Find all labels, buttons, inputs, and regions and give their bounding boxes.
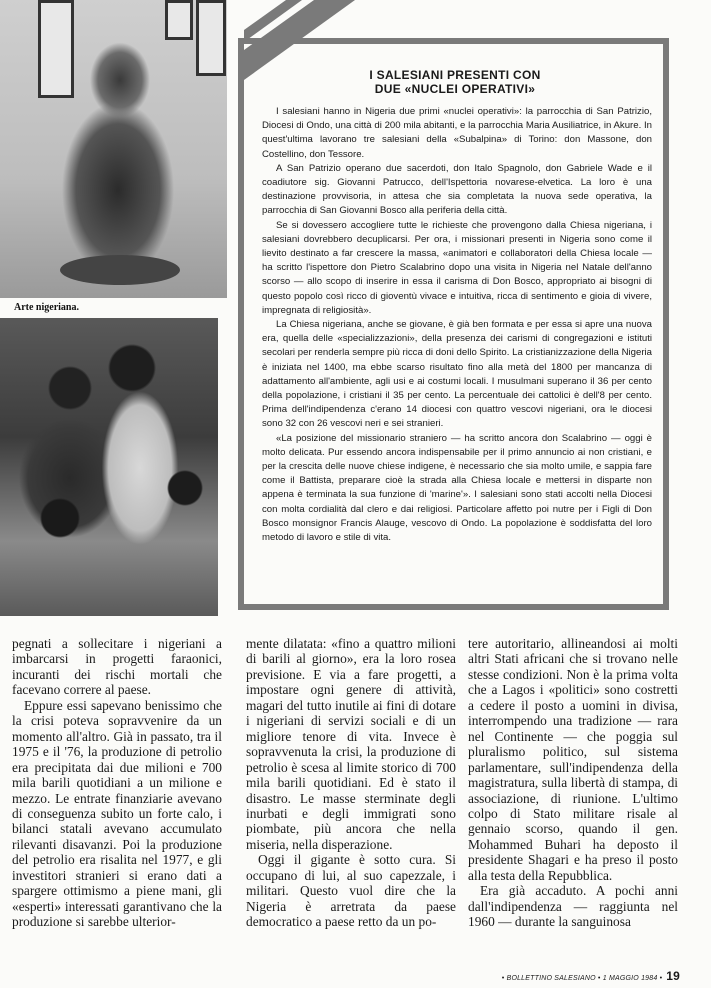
article-paragraph: pegnati a sollecitare i nigeriani a imbarcarsi in progetti faraonici, incuranti dei rischi mortali che facevano correre al paese.	[12, 636, 222, 698]
sidebar-paragraph: I salesiani hanno in Nigeria due primi «nuclei operativi»: la parrocchia di San Patrizio, Diocesi di Ondo, una città di 200 mila abitanti, e la parrocchia Maria Ausiliatrice, in Akure. In quest'ultima lavorano tre salesiani della «Subalpina» di Torino: don Massone, don Costellino, don Tessore.	[262, 106, 652, 160]
sidebar-title	[260, 68, 650, 96]
article-paragraph: Eppure essi sapevano benissimo che la crisi poteva sopravvenire da un momento all'altro. Già in passato, tra il 1975 e il '76, la produzione di petrolio era precipitata dai due milioni e 700 mila barili quotidiani a un milione e mezzo. Le entrate finanziarie avevano di conseguenza subito un forte calo, i bilanci statali avevano accumulato rilevanti disavanzi. Poi la produzione del petrolio era risalita nel 1977, e gli investitori stranieri si erano dati a spargere ottimismo a piene mani, gli «esperti» interessati garantivano che la produzione si sarebbe ulterior-	[12, 697, 222, 930]
page-footer	[480, 969, 680, 983]
wall-frame	[165, 0, 193, 40]
sidebar-title-line: I SALESIANI PRESENTI CON	[369, 68, 541, 82]
publication-line: • BOLLETTINO SALESIANO • 1 MAGGIO 1984 •	[501, 975, 663, 982]
article-paragraph: Oggi il gigante è sotto cura. Si occupano di lui, al suo capezzale, i militari. Questo vuol dire che la Nigeria è arretrata da paese democratico a paese retto da un po-	[246, 852, 456, 930]
sidebar-title-line: DUE «NUCLEI OPERATIVI»	[374, 82, 536, 96]
article-paragraph: mente dilatata: «fino a quattro milioni di barili al giorno», era la loro rosea previsione. E via a fare progetti, a impostare ogni genere di attività, magari del tutto inutile ai fini di dotare i nigeriani di servizi sociali e di un migliore tenore di vita. Invece è sopravvenuta la crisi, la produzione di petrolio è scesa al limite storico di 700 mila barili quotidiani. Ed è stato il disastro. Le masse sterminate degli inurbati e degli immigrati sono piombate, più ancora che nella miseria, nella disperazione.	[246, 636, 456, 852]
sidebar-paragraph: La Chiesa nigeriana, anche se giovane, è già ben formata e per essa si apre una nuova era, quella delle «specializzazioni», della presenza dei carismi di congregazioni e istituti secolari per renderla sempre più ricca di doni dello Spirito. La cristianizzazione della Nigeria è iniziata nel 1400, ma ebbe scarso risultato fino alla metà del 1800 per mancanza di adattamento all'ambiente, agli usi e ai costumi locali. I musulmani superano il 36 per cento della popolazione, i cristiani il 35 per cento. La percentuale dei cattolici è dell'8 per cento. Prima dell'indipendenza c'erano 14 diocesi con quattro vescovi nigeriani, ora le diocesi sono 32 con 26 vescovi neri e sei stranieri.	[262, 319, 652, 430]
article-paragraph: Era già accaduto. A pochi anni dall'indipendenza — raggiunta nel 1960 — durante la sanguinosa	[468, 883, 678, 930]
page-number: 19	[666, 969, 680, 983]
article-column-1	[12, 636, 222, 930]
sidebar-paragraph: «La posizione del missionario straniero — ha scritto ancora don Scalabrino — oggi è molto delicata. Pur essendo ancora indispensabile per il primo annuncio ai non cristiani, e per la crescita delle nuove chiese indigene, è necessario che sia molto umile, e sappia fare come il Battista, preparare cioè la strada alla Chiesa locale e mettersi in disparte non appena è terminata la sua funzione di 'marine'». I salesiani sono stati accolti nella Diocesi con molta cordialità dal clero e dai religiosi. Particolare affetto poi nutre per i Figli di Don Bosco monsignor Francis Alauge, vescovo di Ondo. La popolazione è soddisfatta del loro metodo di lavoro e stile di vita.	[262, 432, 652, 544]
sidebar-paragraph: Se si dovessero accogliere tutte le richieste che provengono dalla Chiesa nigeriana, i salesiani dovrebbero decuplicarsi. Per ora, i missionari presenti in Nigeria sono come il lievito destinato a far crescere la massa, «animatori e collaboratori della Chiesa locale — ha scritto l'ispettore don Pietro Scalabrino dopo una visita in Nigeria nel Natale dell'anno scorso — allo scopo di inserire in essa il carisma di Don Bosco, appropriato ai bisogni di questo popolo così ricco di gioventù vivace e intuitiva, ricca di sentimento e gioia di vivere, impregnata di religiosità».	[262, 219, 652, 316]
sidebar-body	[262, 105, 652, 545]
sidebar-paragraph: A San Patrizio operano due sacerdoti, don Italo Spagnolo, don Gabriele Wade e il coadiutore sig. Giovanni Patrucco, dell'Ispettoria novarese-elvetica. La loro è una destinazione provvisoria, in attesa che sia completata la nuova sede operativa, la parrocchia di San Giovanni Bosco alla periferia della città.	[262, 162, 652, 217]
article-column-3	[468, 636, 678, 930]
wall-frame	[38, 0, 74, 98]
wall-frame	[196, 0, 226, 76]
article-column-2	[246, 636, 456, 930]
group-photo	[0, 318, 218, 616]
photo-caption: Arte nigeriana.	[14, 302, 79, 313]
article-paragraph: tere autoritario, allineandosi ai molti altri Stati africani che si trovano nelle stesse condizioni. Non è la prima volta che a Lagos i «politici» sono costretti a cedere il posto a uomini in divisa, interrompendo una tradizione — rara nel Continente — che poggia sul pluralismo politico, sul sistema parlamentare, sull'indipendenza della magistratura, sulla libertà di stampa, di associazione, di riunione. L'ultimo colpo di Stato militare risale al gennaio scorso, quando il gen. Mohammed Buhari ha deposto il presidente Shagari e ha preso il posto alla testa della Repubblica.	[468, 636, 678, 883]
nigerian-art-photo	[0, 0, 227, 298]
statue-base	[60, 255, 180, 285]
